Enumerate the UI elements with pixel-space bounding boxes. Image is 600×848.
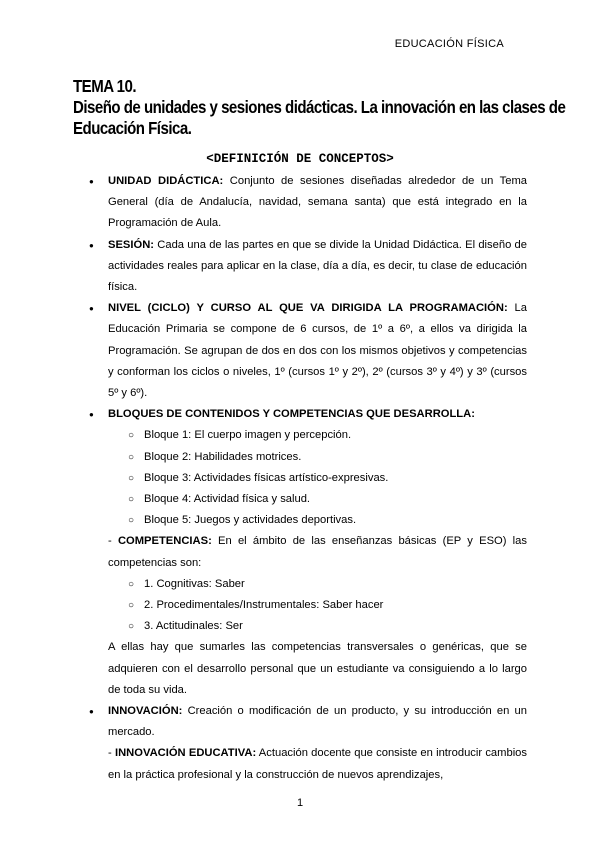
document-title (73, 76, 566, 139)
innovacion-educativa-paragraph (90, 743, 527, 785)
bloque-item: ○ Bloque 5: Juegos y actividades deportivas. (90, 510, 527, 531)
text-innovacion: Creación o modificación de un producto, y su introducción en un mercado. (108, 705, 527, 739)
text-competencias: En el ámbito de las enseñanzas básicas (EP y ESO) las competencias son: (108, 535, 527, 569)
text-unidad: Conjunto de sesiones diseñadas alrededor de un Tema General (día de Andalucía, navidad, semana santa) que está integrado en la Programación de Aula. (108, 175, 527, 230)
term-nivel: NIVEL (CICLO) Y CURSO AL QUE VA DIRIGIDA LA PROGRAMACIÓN: (108, 302, 508, 315)
bloque-item: ○ Bloque 4: Actividad física y salud. (90, 489, 527, 510)
competencia-item: ○ 2. Procedimentales/Instrumentales: Saber hacer (90, 595, 527, 616)
competencia-item: ○ 3. Actitudinales: Ser (90, 616, 527, 637)
page-number: 1 (296, 797, 304, 809)
definition-innovacion (90, 701, 527, 743)
competencias-paragraph (90, 531, 527, 573)
text-nivel: La Educación Primaria se compone de 6 cursos, de 1º a 6º, a ellos va dirigida la Programación. Se agrupan de dos en dos con los mismos objetivos y competencias y conforman los ciclos o niveles, 1º (cursos 1º y 2º), 2º (cursos 3º y 4º) y 3º (cursos 5º y 6º). (108, 302, 527, 400)
definition-unidad (90, 171, 527, 235)
term-competencias: COMPETENCIAS: (117, 535, 212, 548)
innovacion-educativa-prefix: - (108, 747, 115, 760)
title-line-1: TEMA 10. (73, 76, 137, 96)
definition-bloques (90, 404, 527, 425)
term-innovacion: INNOVACIÓN: (108, 705, 183, 718)
title-line-2: Diseño de unidades y sesiones didácticas. La innovación en las clases de (73, 97, 566, 117)
competencia-item: ○ 1. Cognitivas: Saber (90, 574, 527, 595)
definition-nivel (90, 298, 527, 404)
term-innovacion-educativa: INNOVACIÓN EDUCATIVA: (114, 747, 257, 760)
section-heading: <DEFINICIÓN DE CONCEPTOS> (206, 152, 394, 166)
bloque-item: ○ Bloque 1: El cuerpo imagen y percepción. (90, 425, 527, 446)
term-sesion: SESIÓN: (108, 238, 155, 251)
term-unidad: UNIDAD DIDÁCTICA: (108, 175, 224, 187)
title-line-3: Educación Física. (73, 118, 192, 138)
competencias-prefix: - (108, 535, 118, 548)
definition-sesion (90, 235, 527, 299)
competencias-closing: A ellas hay que sumarles las competencias transversales o genéricas, que se adquieren con el desarrollo personal que un estudiante va consiguiendo a lo largo de toda su vida. (108, 641, 527, 696)
bloque-item: ○ Bloque 2: Habilidades motrices. (90, 447, 527, 468)
text-sesion: Cada una de las partes en que se divide la Unidad Didáctica. El diseño de actividades reales para aplicar en la clase, día a día, es decir, tu clase de educación física. (108, 238, 527, 294)
term-bloques: BLOQUES DE CONTENIDOS Y COMPETENCIAS QUE DESARROLLA: (108, 408, 475, 421)
bloque-item: ○ Bloque 3: Actividades físicas artístico-expresivas. (90, 468, 527, 489)
text-innovacion-educativa: Actuación docente que consiste en introducir cambios en la práctica profesional y la construcción de nuevos aprendizajes, (108, 747, 527, 781)
definitions-list (90, 171, 527, 786)
running-header: EDUCACIÓN FÍSICA (394, 38, 504, 50)
